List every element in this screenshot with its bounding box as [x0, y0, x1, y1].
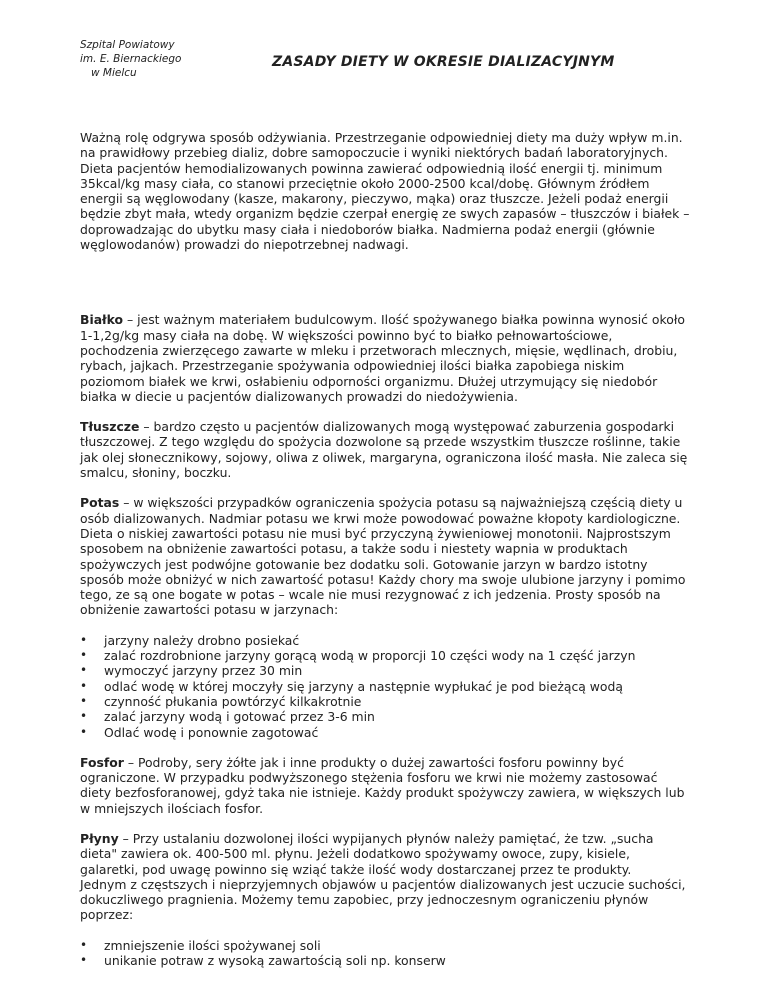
- hospital-header: [80, 38, 181, 80]
- section-potassium-text: – w większości przypadków ograniczenia spożycia potasu są najważniejszą częścią diety u osób dializowanych. Nadmiar potasu we krwi może powodować poważne kłopoty kardiologiczne. Dieta o niskiej zawartości potasu nie musi być przyczyną żywieniowej monotonii. Najprostszym sposobem na obniżenie zawartości potasu, a także sodu i niestety wapnia w produktach spożywczych jest podwójne gotowanie bez dodatku soli. Gotowanie jarzyn w bardzo istotny sposób może obniżyć w nich zawartość potasu! Każdy chory ma swoje ulubione jarzyny i pomimo tego, ze są one bogate w potas – wcale nie musi rezygnować z ich jedzenia. Prosty sposób na obniżenie zawartości potasu w jarzynach:: [80, 495, 686, 618]
- list-item: • jarzyny należy drobno posiekać: [80, 633, 692, 648]
- section-protein-term: Białko: [80, 312, 124, 328]
- section-potassium: [80, 495, 692, 617]
- hospital-patron: im. E. Biernackiego: [80, 53, 182, 65]
- section-potassium-term: Potas: [80, 495, 120, 511]
- list-item: • unikanie potraw z wysoką zawartością soli np. konserw: [80, 953, 692, 968]
- section-fats: [80, 419, 692, 480]
- section-fats-term: Tłuszcze: [80, 419, 140, 435]
- section-protein-text: – jest ważnym materiałem budulcowym. Ilość spożywanego białka powinna wynosić około 1-1,2g/kg masy ciała na dobę. W większości powinno być to białko pełnowartościowe, pochodzenia zwierzęcego zawarte w mleku i przetworach mlecznych, mięsie, wędlinach, drobiu, rybach, jajkach. Przestrzeganie spożywania odpowiedniej ilości białka zapobiega niskim poziomom białek we krwi, osłabieniu odporności organizmu. Dłużej utrzymujący się niedobór białka w diecie u pacjentów dializowanych prowadzi do niedożywienia.: [80, 312, 685, 404]
- section-phosphorus-term: Fosfor: [80, 754, 124, 770]
- list-item: • wymoczyć jarzyny przez 30 min: [80, 663, 692, 678]
- document-title: ZASADY DIETY W OKRESIE DIALIZACYJNYM: [272, 54, 615, 70]
- section-phosphorus-text: – Podroby, sery żółte jak i inne produkty o dużej zawartości fosforu powinny być ograniczone. W przypadku podwyższonego stężenia fosforu we krwi nie możemy zastosować diety bezfosforanowej, gdyż taka nie istnieje. Każdy produkt spożywczy zawiera, w większych lub w mniejszych ilościach fosfor.: [80, 754, 685, 816]
- list-item: • zalać rozdrobnione jarzyny gorącą wodą w proporcji 10 części wody na 1 część jarzyn: [80, 648, 692, 663]
- section-fluids-text: – Przy ustalaniu dozwolonej ilości wypijanych płynów należy pamiętać, że tzw. „sucha dieta" zawiera ok. 400-500 ml. płynu. Jeżeli dodatkowo spożywamy owoce, zupy, kisiele, galaretki, pod uwagę powinno się wziąć także ilość wody dostarczanej przez te produkty.: [80, 830, 654, 877]
- fluids-steps-list: [80, 938, 692, 969]
- list-item: • zmniejszenie ilości spożywanej soli: [80, 938, 692, 953]
- section-fluids: [80, 831, 692, 877]
- section-fluids-continued: Jednym z częstszych i nieprzyjemnych objawów u pacjentów dializowanych jest uczucie suchości, dokuczliwego pragnienia. Możemy temu zapobiec, przy jednoczesnym ograniczeniu płynów poprzez:: [80, 876, 686, 923]
- list-item: • czynność płukania powtórzyć kilkakrotnie: [80, 694, 692, 709]
- potassium-steps-list: [80, 633, 692, 740]
- section-fats-text: – bardzo często u pacjentów dializowanych mogą występować zaburzenia gospodarki tłuszczowej. Z tego względu do spożycia dozwolone są przede wszystkim tłuszcze roślinne, takie jak olej słonecznikowy, sojowy, oliwa z oliwek, margaryna, ograniczona ilość masła. Nie zaleca się smalcu, słoniny, boczku.: [80, 419, 688, 481]
- section-protein: [80, 312, 692, 404]
- list-item: • zalać jarzyny wodą i gotować przez 3-6 min: [80, 709, 692, 724]
- list-item: • odlać wodę w której moczyły się jarzyny a następnie wypłukać je pod bieżącą wodą: [80, 679, 692, 694]
- list-item: • Odlać wodę i ponownie zagotować: [80, 725, 692, 740]
- hospital-city: w Mielcu: [91, 67, 137, 79]
- hospital-name: Szpital Powiatowy: [80, 39, 175, 51]
- intro-paragraph: Ważną rolę odgrywa sposób odżywiania. Przestrzeganie odpowiedniej diety ma duży wpływ m.in. na prawidłowy przebieg dializ, dobre samopoczucie i wyniki niektórych badań laboratoryjnych. Dieta pacjentów hemodializowanych powinna zawierać odpowiednią ilość energii tj. minimum 35kcal/kg masy ciała, co stanowi przeciętnie około 2000-2500 kcal/dobę. Głównym źródłem energii są węglowodany (kasze, makarony, pieczywo, mąka) oraz tłuszcze. Jeżeli podaż energii będzie zbyt mała, wtedy organizm będzie czerpał energię ze swych zapasów – tłuszczów i białek – doprowadzając do ubytku masy ciała i niedoborów białka. Nadmierna podaż energii (głównie węglowodanów) prowadzi do niepotrzebnej nadwagi.: [80, 130, 690, 253]
- section-fluids-term: Płyny: [80, 830, 119, 846]
- section-phosphorus: [80, 755, 692, 816]
- document-body: [80, 130, 692, 983]
